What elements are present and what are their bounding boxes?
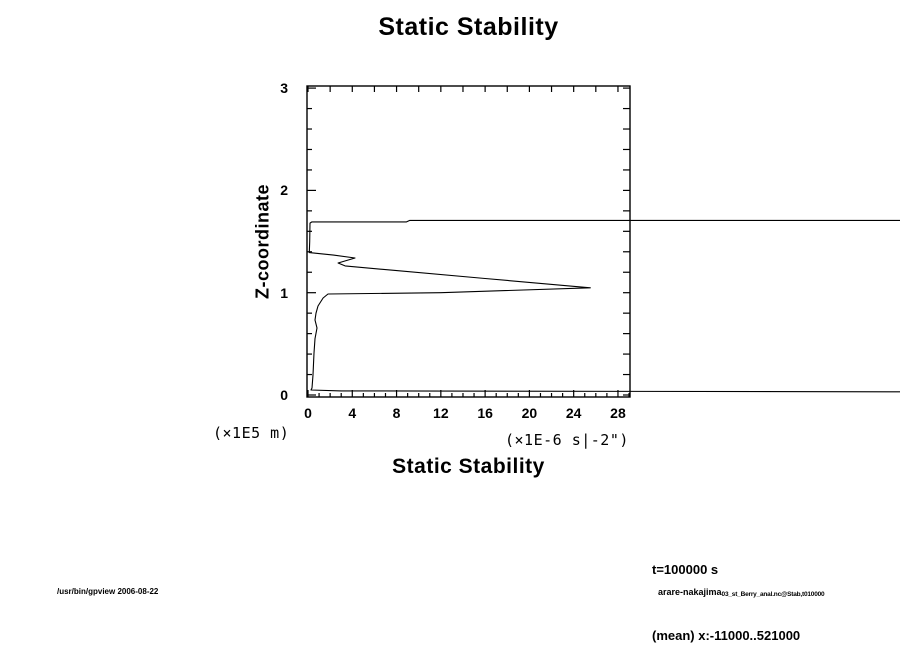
data-curve <box>309 220 900 391</box>
footer-dataset-detail: 03_st_Berry_anal.nc@Stab,t010000 <box>721 591 825 598</box>
annotation-mean-range: (mean) x:-11000..521000 <box>652 628 801 643</box>
y-tick-label-3: 3 <box>280 80 288 97</box>
x-tick-label-8: 8 <box>392 405 401 421</box>
y-axis-title: Z-coordinate <box>252 184 273 300</box>
footer-dataset <box>658 587 824 598</box>
plot-title: Static Stability <box>378 13 559 41</box>
y-tick-label-0: 0 <box>280 387 288 403</box>
x-tick-label-28: 28 <box>610 405 626 421</box>
x-tick-label-12: 12 <box>433 405 449 421</box>
y-tick-label-1: 1 <box>280 284 288 301</box>
y-tick-label-2: 2 <box>280 182 288 199</box>
axis-frame <box>307 86 630 397</box>
x-axis-unit: (×1E-6 s|-2") <box>505 431 629 449</box>
x-axis-title: Static Stability <box>392 455 545 478</box>
x-tick-label-20: 20 <box>521 405 538 421</box>
x-tick-label-16: 16 <box>477 405 493 421</box>
x-tick-label-24: 24 <box>565 405 582 421</box>
y-axis-unit: (×1E5 m) <box>213 424 290 442</box>
x-tick-label-0: 0 <box>304 405 312 421</box>
x-tick-label-4: 4 <box>348 405 357 421</box>
annotation-time: t=100000 s <box>652 562 719 577</box>
footer-command: /usr/bin/gpview 2006-08-22 <box>57 587 159 596</box>
footer-dataset-name: arare-nakajima <box>658 587 722 597</box>
